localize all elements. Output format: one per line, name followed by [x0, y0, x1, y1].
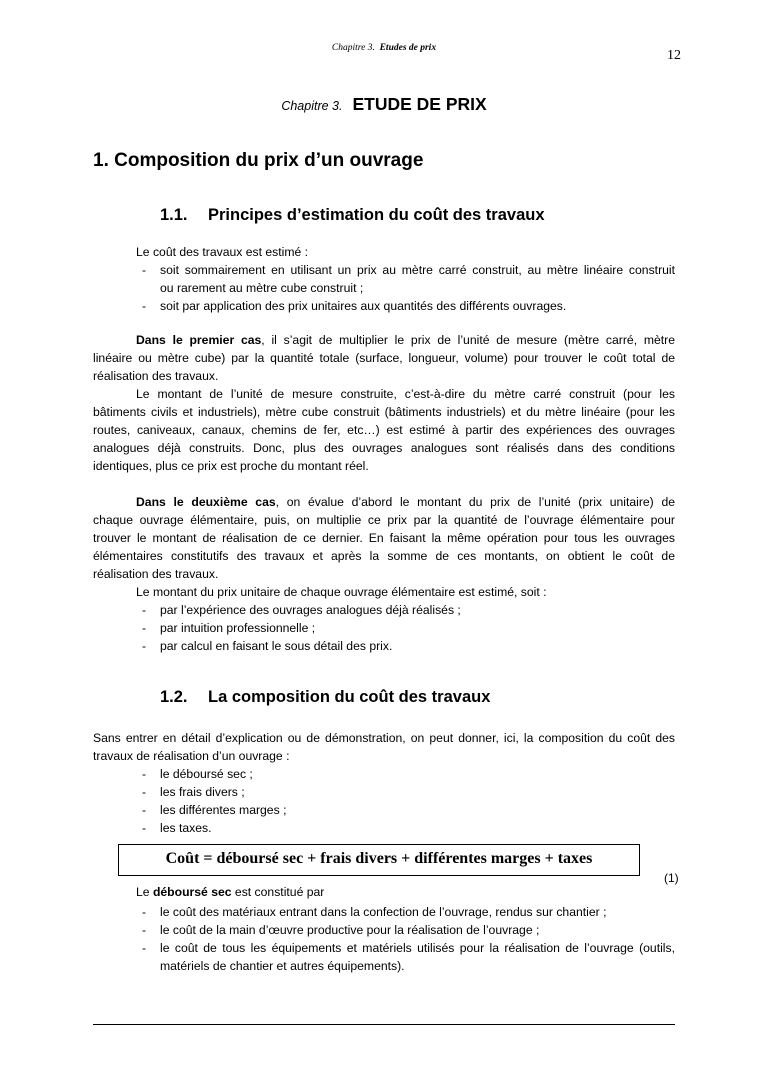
subsection-1-1-title: Principes d’estimation du coût des travaux [208, 206, 545, 224]
bullet-dash: - [142, 263, 147, 277]
chapter-label: Chapitre 3. [281, 99, 343, 113]
bullet-dash: - [142, 923, 147, 937]
second-case-line-3: trouver le montant de réalisation de ce dernier. En faisant la même opération pour tous les ouvrages [93, 531, 675, 545]
section-1-heading: 1. Composition du prix d’un ouvrage [93, 150, 424, 171]
subsection-1-2-heading [160, 688, 490, 707]
unit-amount-line-2: bâtiments civils et industriels), mètre cube construit (bâtiments industriels) et du mètre linéaire (pour les [93, 405, 675, 419]
first-case-line-3: réalisation des travaux. [93, 369, 219, 383]
unit-amount-line-1: Le montant de l’unité de mesure construite, c’est-à-dire du mètre carré construit (pour les [136, 387, 675, 401]
chapter-title [0, 94, 768, 115]
second-case-text: , on évalue d’abord le montant du prix de l’unité (prix unitaire) de [275, 495, 675, 509]
footer-rule [93, 1024, 675, 1025]
second-case-line-2: chaque ouvrage élémentaire, puis, on multiplie ce prix par la quantité de l’ouvrage élémentaire pour [93, 513, 675, 527]
unit-amount-line-4: analogues déjà construits. Donc, plus des ouvrages analogues sont réalisés dans des conditions [93, 441, 675, 455]
bullet-dash: - [142, 905, 147, 919]
bullet-dash: - [142, 767, 147, 781]
subsection-1-2-title: La composition du coût des travaux [208, 688, 491, 706]
second-case-line-5: réalisation des travaux. [93, 567, 219, 581]
chapter-heading: ETUDE DE PRIX [352, 94, 487, 114]
running-header-title: Etudes de prix [379, 43, 437, 53]
bullet-dash: - [142, 821, 147, 835]
second-case-line-4: élémentaires constitutifs des travaux et après la somme de ces montants, on obtient le coût de [93, 549, 675, 563]
unit-price-method-3: par calcul en faisant le sous détail des prix. [160, 639, 393, 653]
second-case-line-1 [93, 493, 675, 511]
equation-number: (1) [664, 871, 679, 885]
unit-amount-line-5: identiques, plus ce prix est proche du montant réel. [93, 459, 369, 473]
running-header [0, 43, 768, 53]
subsection-1-1-number: 1.1. [160, 206, 188, 224]
debourse-item-1: le coût des matériaux entrant dans la confection de l’ouvrage, rendus sur chantier ; [160, 905, 607, 919]
bullet-dash: - [142, 603, 147, 617]
bullet-dash: - [142, 803, 147, 817]
debourse-sec-post: est constitué par [231, 885, 325, 899]
composition-intro-line-2: travaux de réalisation d’un ouvrage : [93, 749, 290, 763]
estimation-intro: Le coût des travaux est estimé : [136, 245, 309, 259]
bullet-dash: - [142, 785, 147, 799]
running-header-chapter: Chapitre 3. [331, 43, 375, 53]
bullet-dash: - [142, 621, 147, 635]
bullet-dash: - [142, 299, 147, 313]
subsection-1-2-number: 1.2. [160, 688, 188, 706]
bullet-dash: - [142, 639, 147, 653]
cost-formula: Coût = déboursé sec + frais divers + différentes marges + taxes [165, 850, 593, 867]
debourse-item-3-line-2: matériels de chantier et autres équipements). [160, 959, 405, 973]
unit-price-intro: Le montant du prix unitaire de chaque ouvrage élémentaire est estimé, soit : [136, 585, 547, 599]
composition-item-1: le déboursé sec ; [160, 767, 253, 781]
debourse-sec-intro [136, 883, 324, 901]
first-case-line-2: linéaire ou mètre cube) par la quantité totale (surface, longueur, volume) pour trouver le coût total de [93, 351, 675, 365]
page-number: 12 [667, 48, 681, 63]
debourse-sec-pre: Le [136, 885, 153, 899]
subsection-1-1-heading [160, 206, 545, 225]
composition-item-3: les différentes marges ; [160, 803, 287, 817]
estimation-bullet-1-line-1: soit sommairement en utilisant un prix au mètre carré construit, au mètre linéaire construit [160, 263, 675, 277]
unit-price-method-1: par l’expérience des ouvrages analogues déjà réalisés ; [160, 603, 461, 617]
estimation-bullet-1-line-2: ou rarement au mètre cube construit ; [160, 281, 364, 295]
second-case-bold: Dans le deuxième cas [136, 495, 276, 509]
estimation-bullet-2: soit par application des prix unitaires aux quantités des différents ouvrages. [160, 299, 567, 313]
composition-intro-line-1: Sans entrer en détail d’explication ou de démonstration, on peut donner, ici, la composition du coût des [93, 731, 675, 745]
debourse-sec-bold: déboursé sec [152, 885, 232, 899]
unit-price-method-2: par intuition professionnelle ; [160, 621, 316, 635]
first-case-bold: Dans le premier cas [136, 333, 262, 347]
debourse-item-3-line-1: le coût de tous les équipements et matériels utilisés pour la réalisation de l’ouvrage (outils, [160, 941, 675, 955]
debourse-item-2: le coût de la main d’œuvre productive pour la réalisation de l’ouvrage ; [160, 923, 540, 937]
composition-item-4: les taxes. [160, 821, 212, 835]
first-case-line-1 [93, 331, 675, 349]
first-case-text: , il s’agit de multiplier le prix de l’unité de mesure (mètre carré, mètre [261, 333, 675, 347]
formula-box [118, 844, 640, 876]
composition-item-2: les frais divers ; [160, 785, 245, 799]
unit-amount-line-3: routes, caniveaux, canaux, chemins de fer, etc…) est estimé à partir des expériences des ouvrages [93, 423, 675, 437]
bullet-dash: - [142, 941, 147, 955]
